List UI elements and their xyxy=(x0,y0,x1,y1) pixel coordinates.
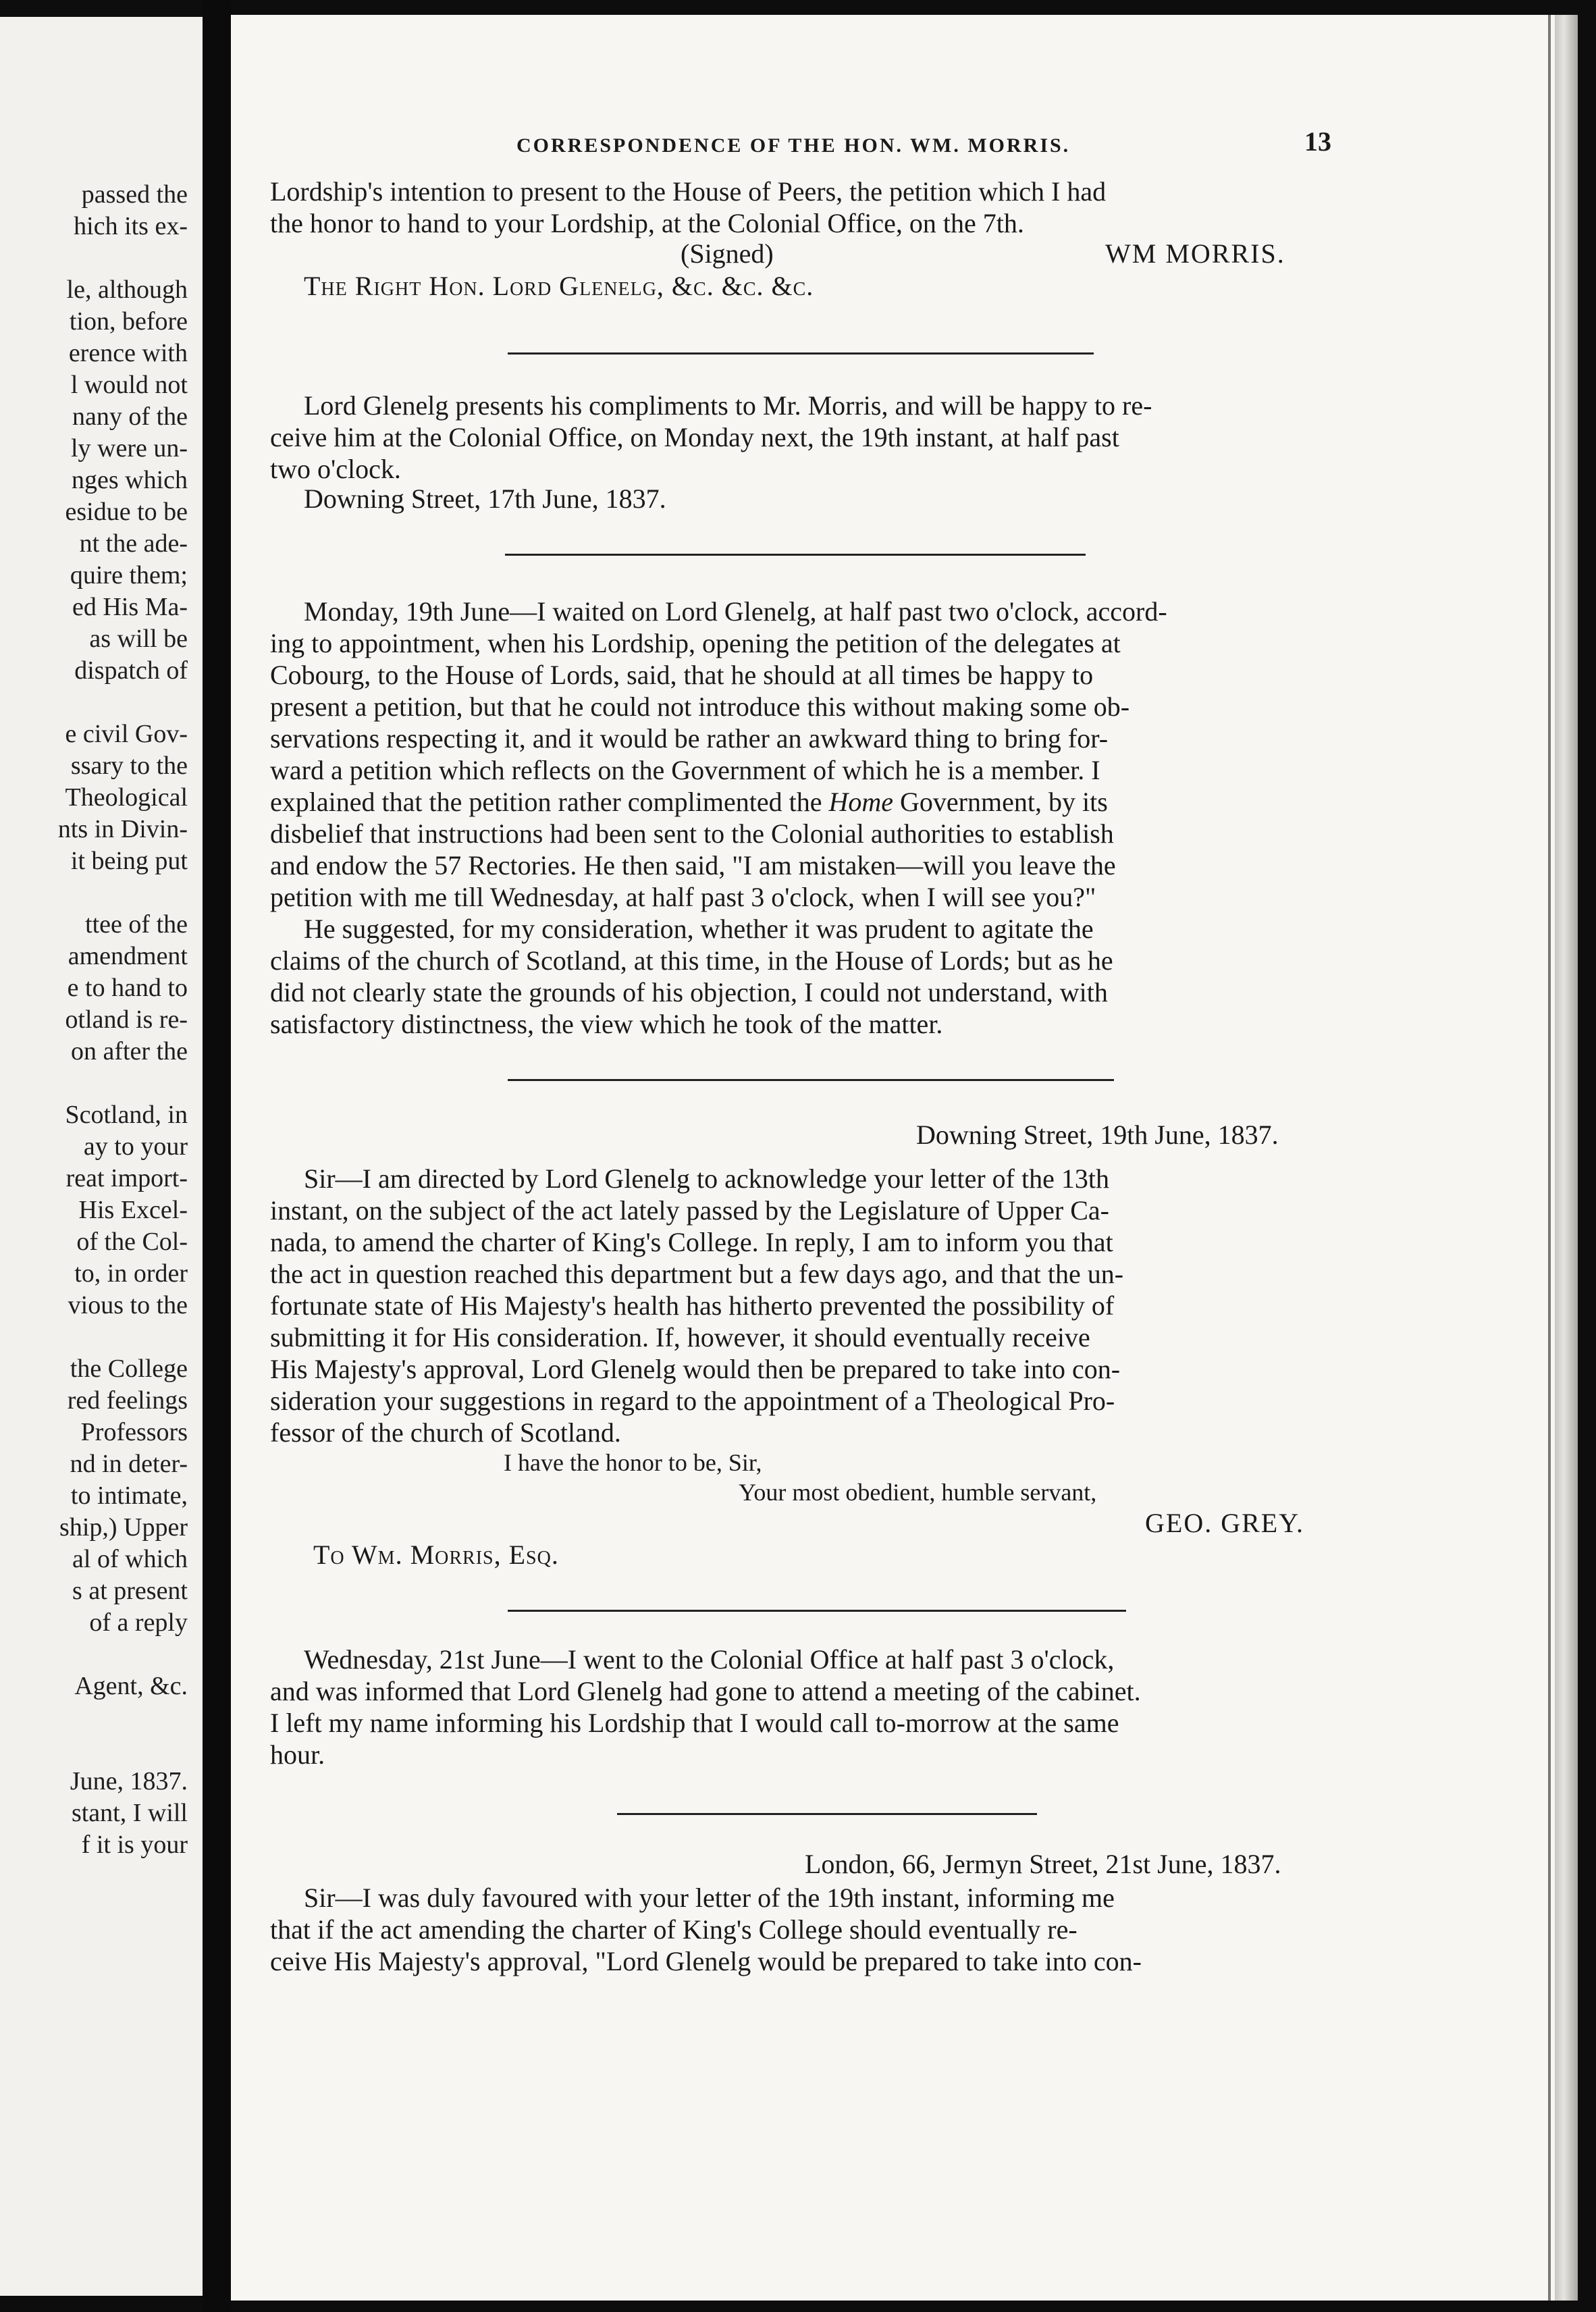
grey-line-3: nada, to amend the charter of King's College. In reply, I am to inform you that xyxy=(270,1227,1113,1257)
italic-home: Home xyxy=(828,787,894,817)
divider-rule xyxy=(508,1610,1126,1612)
monday-line-5: servations respecting it, and it would be rather an awkward thing to bring for- xyxy=(270,723,1109,754)
left-page-fragment: of the Col- xyxy=(76,1228,188,1256)
left-page-fragment: Scotland, in xyxy=(65,1101,188,1129)
left-page-fragment: ttee of the xyxy=(85,910,188,939)
divider-rule xyxy=(508,352,1094,354)
page-edge xyxy=(1555,15,1578,2301)
continuation-line-2: the honor to hand to your Lordship, at the Colonial Office, on the 7th. xyxy=(270,208,1024,238)
left-page-fragment: it being put xyxy=(70,847,188,875)
left-page-fragment: e civil Gov- xyxy=(65,720,188,748)
left-page-fragment: on after the xyxy=(70,1037,188,1066)
grey-line-5: fortunate state of His Majesty's health has hitherto prevented the possibility of xyxy=(270,1290,1115,1321)
running-title: CORRESPONDENCE OF THE HON. WM. MORRIS. xyxy=(516,134,1071,157)
left-page-fragment: al of which xyxy=(72,1545,188,1573)
monday-line-8: disbelief that instructions had been sent to the Colonial authorities to establish xyxy=(270,818,1114,849)
grey-line-7: His Majesty's approval, Lord Glenelg would then be prepared to take into con- xyxy=(270,1354,1121,1384)
left-page-fragment: esidue to be xyxy=(65,498,188,526)
note-line-3: two o'clock. xyxy=(270,454,401,484)
left-page-fragment: reat import- xyxy=(65,1164,188,1192)
left-page-fragment: ly were un- xyxy=(70,434,188,463)
grey-place-date: Downing Street, 19th June, 1837. xyxy=(916,1120,1279,1150)
left-page-fragment: to intimate, xyxy=(70,1481,188,1510)
left-page-fragment: nany of the xyxy=(72,402,188,431)
left-page-fragment: ay to your xyxy=(83,1132,188,1161)
left-page-fragment: Theological xyxy=(65,783,188,812)
monday-line-10: petition with me till Wednesday, at half past 3 o'clock, when I will see you?" xyxy=(270,882,1096,912)
wednesday-line-4: hour. xyxy=(270,1739,325,1770)
left-page-fragment: nts in Divin- xyxy=(57,815,188,843)
grey-closing-2: Your most obedient, humble servant, xyxy=(739,1479,1097,1506)
left-page-fragment: His Excel- xyxy=(78,1196,188,1224)
left-page-fragment: dispatch of xyxy=(74,656,188,685)
left-page-fragment: to, in order xyxy=(74,1259,188,1288)
grey-line-9: fessor of the church of Scotland. xyxy=(270,1417,621,1448)
monday-line-7-head: explained that the petition rather complimented the xyxy=(270,787,829,817)
divider-rule xyxy=(617,1813,1037,1815)
left-page-fragment: the College xyxy=(70,1355,188,1383)
grey-closing-1: I have the honor to be, Sir, xyxy=(504,1449,762,1476)
left-page-fragment: stant, I will xyxy=(71,1799,188,1827)
monday-line-13: did not clearly state the grounds of his objection, I could not understand, with xyxy=(270,977,1108,1007)
left-page-fragment: quire them; xyxy=(70,561,188,589)
wednesday-line-1: Wednesday, 21st June—I went to the Colonial Office at half past 3 o'clock, xyxy=(304,1644,1115,1675)
monday-line-11: He suggested, for my consideration, whether it was prudent to agitate the xyxy=(304,914,1094,944)
morris-line-2: that if the act amending the charter of King's College should eventually re- xyxy=(270,1914,1078,1945)
left-page-fragment: tion, before xyxy=(69,307,188,336)
monday-line-12: claims of the church of Scotland, at this time, in the House of Lords; but as he xyxy=(270,945,1113,976)
monday-line-7-tail: Government, by its xyxy=(893,787,1108,817)
continuation-line-1: Lordship's intention to present to the House of Peers, the petition which I had xyxy=(270,176,1107,207)
page-edge-line xyxy=(1548,15,1551,2301)
divider-rule xyxy=(505,554,1086,556)
left-page-fragment: ed His Ma- xyxy=(72,593,188,621)
morris-line-3: ceive His Majesty's approval, "Lord Glenelg would be prepared to take into con- xyxy=(270,1946,1142,1976)
left-page-fragment: f it is your xyxy=(81,1831,188,1859)
monday-line-2: ing to appointment, when his Lordship, opening the petition of the delegates at xyxy=(270,628,1121,658)
wednesday-line-3: I left my name informing his Lordship that I would call to-morrow at the same xyxy=(270,1708,1119,1738)
grey-line-6: submitting it for His consideration. If, however, it should eventually receive xyxy=(270,1322,1090,1352)
monday-line-7 xyxy=(270,786,1108,818)
morris-place-date: London, 66, Jermyn Street, 21st June, 1837. xyxy=(805,1849,1281,1879)
grey-line-4: the act in question reached this department but a few days ago, and that the un- xyxy=(270,1259,1124,1289)
note-place-date: Downing Street, 17th June, 1837. xyxy=(304,483,666,514)
morris-line-1: Sir—I was duly favoured with your letter of the 19th instant, informing me xyxy=(304,1883,1115,1913)
grey-line-2: instant, on the subject of the act lately passed by the Legislature of Upper Ca- xyxy=(270,1195,1109,1226)
left-page-fragment: hich its ex- xyxy=(74,212,188,240)
monday-line-9: and endow the 57 Rectories. He then said, "I am mistaken—will you leave the xyxy=(270,850,1116,881)
addressee-glenelg: The Right Hon. Lord Glenelg, &c. &c. &c. xyxy=(304,271,814,301)
left-page-fragment: as will be xyxy=(89,625,188,653)
left-page-fragment: ssary to the xyxy=(70,752,188,780)
main-page xyxy=(231,15,1578,2301)
book-gutter xyxy=(203,0,231,2312)
monday-line-3: Cobourg, to the House of Lords, said, that he should at all times be happy to xyxy=(270,660,1094,690)
left-page-fragment: l would not xyxy=(70,371,188,399)
left-page-fragment: otland is re- xyxy=(65,1005,188,1034)
left-page-fragment: red feelings xyxy=(67,1386,188,1415)
divider-rule xyxy=(508,1079,1114,1081)
left-page-fragment: le, although xyxy=(66,275,188,304)
left-page-fragment: passed the xyxy=(81,180,188,209)
left-page-fragment: nges which xyxy=(71,466,188,494)
left-page-fragment: s at present xyxy=(72,1577,188,1605)
monday-line-4: present a petition, but that he could not introduce this without making some ob- xyxy=(270,691,1130,722)
left-page-fragment: Agent, &c. xyxy=(74,1672,188,1700)
signature-grey: GEO. GREY. xyxy=(1145,1508,1304,1538)
left-page-fragment: erence with xyxy=(68,339,188,367)
signed-label: (Signed) xyxy=(681,238,774,269)
left-page-fragment: amendment xyxy=(68,942,188,970)
page-number: 13 xyxy=(1304,126,1331,157)
signature-morris: WM MORRIS. xyxy=(1105,238,1285,269)
left-page-fragment: nt the ade- xyxy=(79,529,188,558)
grey-line-1: Sir—I am directed by Lord Glenelg to acknowledge your letter of the 13th xyxy=(304,1163,1109,1194)
addressee-morris: To Wm. Morris, Esq. xyxy=(313,1540,559,1570)
left-page-fragment: of a reply xyxy=(89,1608,188,1637)
left-page-fragment: ship,) Upper xyxy=(59,1513,188,1542)
left-page-fragment: vious to the xyxy=(68,1291,188,1319)
monday-line-1: Monday, 19th June—I waited on Lord Glenelg, at half past two o'clock, accord- xyxy=(304,596,1167,627)
left-facing-page xyxy=(0,17,203,2296)
monday-line-6: ward a petition which reflects on the Government of which he is a member. I xyxy=(270,755,1100,785)
left-page-fragment: nd in deter- xyxy=(70,1450,188,1478)
left-page-fragment: June, 1837. xyxy=(70,1767,188,1795)
grey-line-8: sideration your suggestions in regard to the appointment of a Theological Pro- xyxy=(270,1386,1115,1416)
note-line-1: Lord Glenelg presents his compliments to Mr. Morris, and will be happy to re- xyxy=(304,390,1152,421)
note-line-2: ceive him at the Colonial Office, on Monday next, the 19th instant, at half past xyxy=(270,422,1119,452)
monday-line-14: satisfactory distinctness, the view which he took of the matter. xyxy=(270,1009,943,1039)
wednesday-line-2: and was informed that Lord Glenelg had gone to attend a meeting of the cabinet. xyxy=(270,1676,1141,1706)
left-page-fragment: e to hand to xyxy=(67,974,188,1002)
left-page-fragment: Professors xyxy=(80,1418,188,1446)
